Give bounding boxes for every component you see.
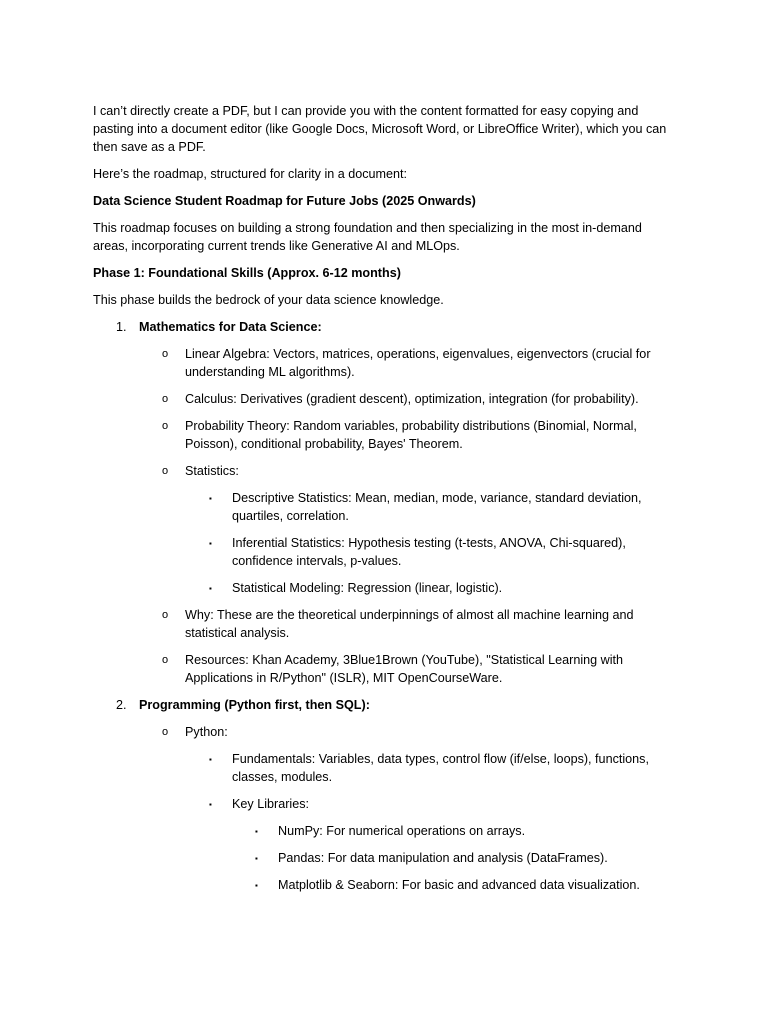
list-item-text: Linear Algebra: Vectors, matrices, operations, eigenvalues, eigenvectors (crucial for understanding ML algorithms). <box>185 347 651 379</box>
square-bullet-icon: ▪ <box>255 854 258 863</box>
sub-bullet-marker: o <box>162 348 169 360</box>
list-item-label: Programming (Python first, then SQL): <box>139 698 370 712</box>
sub-bullet-marker: o <box>162 465 169 477</box>
list-item-text: Inferential Statistics: Hypothesis testing (t-tests, ANOVA, Chi-squared), confidence intervals, p-values. <box>232 536 626 568</box>
sub-bullet-marker: o <box>162 393 169 405</box>
square-bullet-icon: ▪ <box>255 881 258 890</box>
list-item-resources <box>93 651 675 687</box>
square-bullet-icon: ▪ <box>209 494 212 503</box>
list-item-text: Descriptive Statistics: Mean, median, mode, variance, standard deviation, quartiles, correlation. <box>232 491 642 523</box>
list-item-label: Mathematics for Data Science: <box>139 320 322 334</box>
sub-bullet-marker: o <box>162 609 169 621</box>
sub-bullet-marker: o <box>162 654 169 666</box>
document-title: Data Science Student Roadmap for Future Jobs (2025 Onwards) <box>93 194 476 208</box>
sub-bullet-marker: o <box>162 726 169 738</box>
list-item-calculus <box>93 390 675 408</box>
list-item-numpy <box>93 822 675 840</box>
list-item-text: Statistics: <box>185 464 239 478</box>
list-item-python <box>93 723 675 741</box>
list-item-probability <box>93 417 675 453</box>
list-item-text: Why: These are the theoretical underpinnings of almost all machine learning and statistical analysis. <box>185 608 634 640</box>
list-item-text: Key Libraries: <box>232 797 309 811</box>
square-bullet-icon: ▪ <box>209 755 212 764</box>
list-item-text: Matplotlib & Seaborn: For basic and advanced data visualization. <box>278 878 640 892</box>
phase1-heading: Phase 1: Foundational Skills (Approx. 6-12 months) <box>93 266 401 280</box>
square-bullet-icon: ▪ <box>209 539 212 548</box>
list-item-text: NumPy: For numerical operations on arrays. <box>278 824 526 838</box>
list-item-text: Probability Theory: Random variables, probability distributions (Binomial, Normal, Poisson), conditional probability, Bayes' Theorem. <box>185 419 637 451</box>
list-item-linear-algebra <box>93 345 675 381</box>
list-item-text: Fundamentals: Variables, data types, control flow (if/else, loops), functions, classes, modules. <box>232 752 649 784</box>
list-item-text: Pandas: For data manipulation and analysis (DataFrames). <box>278 851 608 865</box>
list-item-text: Python: <box>185 725 228 739</box>
list-item-statistics <box>93 462 675 480</box>
list-item-why <box>93 606 675 642</box>
list-item-key-libraries <box>93 795 675 813</box>
list-item-inferential-statistics <box>93 534 675 570</box>
list-number: 2. <box>116 698 127 712</box>
roadmap-lead-paragraph: Here’s the roadmap, structured for clarity in a document: <box>93 167 408 181</box>
list-item-matplotlib <box>93 876 675 894</box>
phase1-description: This phase builds the bedrock of your data science knowledge. <box>93 293 444 307</box>
square-bullet-icon: ▪ <box>209 584 212 593</box>
list-item-pandas <box>93 849 675 867</box>
intro-paragraph: I can’t directly create a PDF, but I can provide you with the content formatted for easy copying and pasting into a document editor (like Google Docs, Microsoft Word, or LibreOffice Writer), which you can then save as a PDF. <box>93 104 667 154</box>
list-item-descriptive-statistics <box>93 489 675 525</box>
square-bullet-icon: ▪ <box>255 827 258 836</box>
list-item-fundamentals <box>93 750 675 786</box>
focus-paragraph: This roadmap focuses on building a strong foundation and then specializing in the most in-demand areas, incorporating current trends like Generative AI and MLOps. <box>93 221 642 253</box>
document-body <box>93 102 675 903</box>
sub-bullet-marker: o <box>162 420 169 432</box>
list-item-statistical-modeling <box>93 579 675 597</box>
list-item-text: Calculus: Derivatives (gradient descent), optimization, integration (for probability). <box>185 392 639 406</box>
list-item-text: Statistical Modeling: Regression (linear, logistic). <box>232 581 503 595</box>
list-item-text: Resources: Khan Academy, 3Blue1Brown (YouTube), "Statistical Learning with Applications in R/Python" (ISLR), MIT OpenCourseWare. <box>185 653 624 685</box>
list-item-programming <box>93 696 675 714</box>
list-number: 1. <box>116 320 127 334</box>
list-item-mathematics <box>93 318 675 336</box>
square-bullet-icon: ▪ <box>209 800 212 809</box>
